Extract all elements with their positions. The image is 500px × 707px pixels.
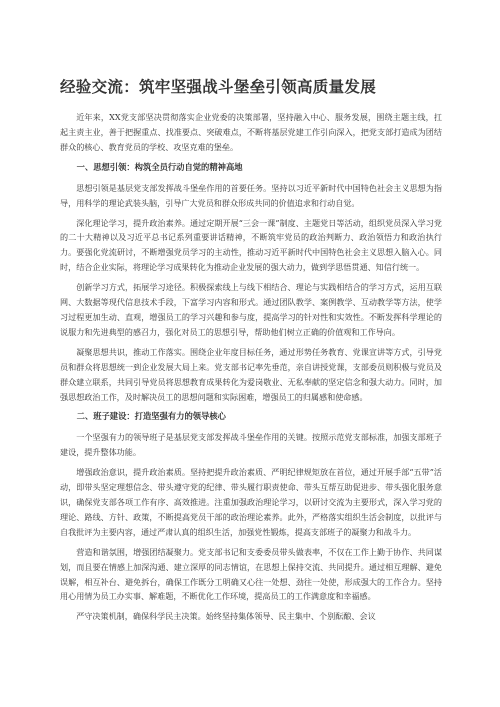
section-heading: 一、思想引领：构筑全员行动自觉的精神高地 bbox=[76, 161, 243, 172]
body-paragraph: 深化理论学习，提升政治素养。通过定期开展“三会一课”制度、主题党日等活动，组织党员深入学习党的二十大精神以及习近平总书记系列重要讲话精神，不断筑牢党员的政治判断力、政治领悟力和政治执行力。要强化党流研讨，不断增强党员学习的主动性，推动习近平新时代中国特色社会主义思想入脑入心。同时，结合企业实际，将理论学习成果转化为推动企业发展的强大动力，做到学思悟贯通、知信行统一。 bbox=[60, 217, 442, 273]
document-title: 经验交流：筑牢坚强战斗堡垒引领高质量发展 bbox=[60, 77, 377, 96]
body-paragraph: 严守决策机制，确保科学民主决策。始终坚持集体领导、民主集中、个别酝酿、会议 bbox=[76, 611, 376, 622]
body-paragraph: 近年来，XX党支部坚决贯彻落实企业党委的决策部署，坚持融入中心、服务发展，围绕主题主线，扛起主责主业，善于把握重点、找准要点、突破难点，不断将基层党建工作引向深入，把党支部打造成为团结群众的核心、教育党员的学校、攻坚克难的堡垒。 bbox=[60, 112, 442, 152]
body-paragraph: 创新学习方式，拓展学习途径。积极探索线上与线下相结合、理论与实践相结合的学习方式，运用互联网、大数据等现代信息技术手段，下富学习内容和形式。通过团队教学、案例教学、互动教学等方法，使学习过程更加生动、直观，增强员工的学习兴趣和参与度，提高学习的针对性和实效性。不断发挥科学理论的说服力和先进典型的感召力，强化对员工的思想引导，帮助他们树立正确的价值观和工作导向。 bbox=[60, 282, 442, 337]
body-paragraph: 营造和谐氛围，增强团结凝聚力。党支部书记和支委委员带头做表率，不仅在工作上勤于协作、共同谋划，而且要在情感上加深沟通、建立深厚的同志情谊，在思想上保持交流、共同提升。通过相互理解、避免误解，相互补台、避免拆台，确保工作既分工明确又心往一处想、劲往一处使，形成强大的工作合力。坚持用心用情为员工办实事、解难题，不断优化工作环境，提高员工的工作满意度和幸福感。 bbox=[60, 546, 442, 602]
body-paragraph: 一个坚强有力的领导班子是基层党支部发挥战斗堡垒作用的关键。按照示范党支部标准，加强支部班子建设，提升整体功能。 bbox=[60, 432, 442, 458]
body-paragraph: 增强政治意识，提升政治素质。坚持把提升政治素质、严明纪律规矩放在首位，通过开展手部“五带”活动，即带头坚定理想信念、带头遵守党的纪律、带头履行职责使命、带头互帮互助促进步、带头强化服务意识，确保党支部各项工作有序、高效推进。注重加强政治理论学习，以研讨交流为主要形式，深入学习党的理论、路线、方针、政策，不断提高党员干部的政治理论素养。此外，严格落实组织生活会制度，以批评与自我批评为主要内容，通过严肃认真的组织生活，加强党性锻炼，提高支部班子的凝聚力和战斗力。 bbox=[60, 467, 442, 537]
body-paragraph: 凝聚思想共识，推动工作落实。围绕企业年度目标任务，通过形势任务教育、党课宣讲等方式，引导党员和群众将思想统一到企业发展大局上来。党支部书记率先垂范，亲自讲授党课，支部委员则积极与党员及群众建立联系，共同引导党员将思想教育成果转化为爱岗敬业、无私奉献的坚定信念和强大动力。同时，加强思想政治工作，及时解决员工的思想问题和实际困难，增强员工的归属感和使命感。 bbox=[60, 346, 442, 402]
body-paragraph: 思想引领是基层党支部发挥战斗堡垒作用的首要任务。坚持以习近平新时代中国特色社会主义思想为指导，用科学的理论武装头脑，引导广大党员和群众形成共同的价值追求和行动自觉。 bbox=[60, 182, 442, 208]
section-heading: 二、班子建设：打造坚强有力的领导核心 bbox=[76, 411, 226, 422]
document-body bbox=[60, 110, 442, 624]
